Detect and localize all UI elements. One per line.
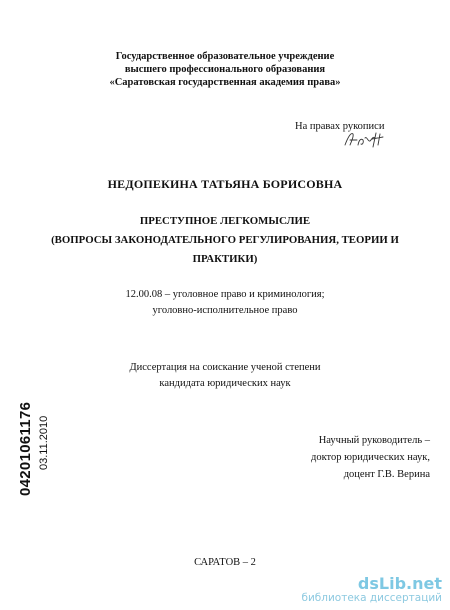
- supervisor-line-1: Научный руководитель –: [318, 435, 430, 446]
- handwritten-signature: [342, 128, 392, 150]
- title-line-3: ПРАКТИКИ): [192, 253, 258, 265]
- institution-line-1: Государственное образовательное учреждение: [115, 51, 335, 62]
- specialty-line-2: уголовно-исполнительное право: [152, 305, 298, 316]
- watermark[interactable]: [301, 574, 442, 604]
- watermark-subtitle: библиотека диссертаций: [301, 592, 442, 604]
- watermark-logo[interactable]: dsLib.net: [357, 574, 442, 593]
- dissertation-line-1: Диссертация на соискание ученой степени: [129, 362, 321, 373]
- dissertation-line-2: кандидата юридических наук: [159, 378, 291, 389]
- barcode-date: 03.11.2010: [38, 415, 50, 470]
- rights-note: На правах рукописи: [295, 121, 385, 132]
- institution-line-3: «Саратовская государственная академия права»: [109, 77, 341, 88]
- author-name: НЕДОПЕКИНА ТАТЬЯНА БОРИСОВНА: [107, 177, 343, 191]
- city-year: САРАТОВ – 2: [194, 557, 256, 568]
- title-line-1: ПРЕСТУПНОЕ ЛЕГКОМЫСЛИЕ: [139, 215, 311, 227]
- title-line-2: (ВОПРОСЫ ЗАКОНОДАТЕЛЬНОГО РЕГУЛИРОВАНИЯ, ТЕОРИИ И: [51, 234, 399, 246]
- barcode-number: 04201061176: [17, 401, 34, 496]
- supervisor-line-2: доктор юридических наук,: [311, 452, 430, 463]
- specialty-line-1: 12.00.08 – уголовное право и криминология;: [125, 289, 325, 300]
- supervisor-line-3: доцент Г.В. Верина: [343, 469, 430, 480]
- institution-line-2: высшего профессионального образования: [124, 64, 326, 75]
